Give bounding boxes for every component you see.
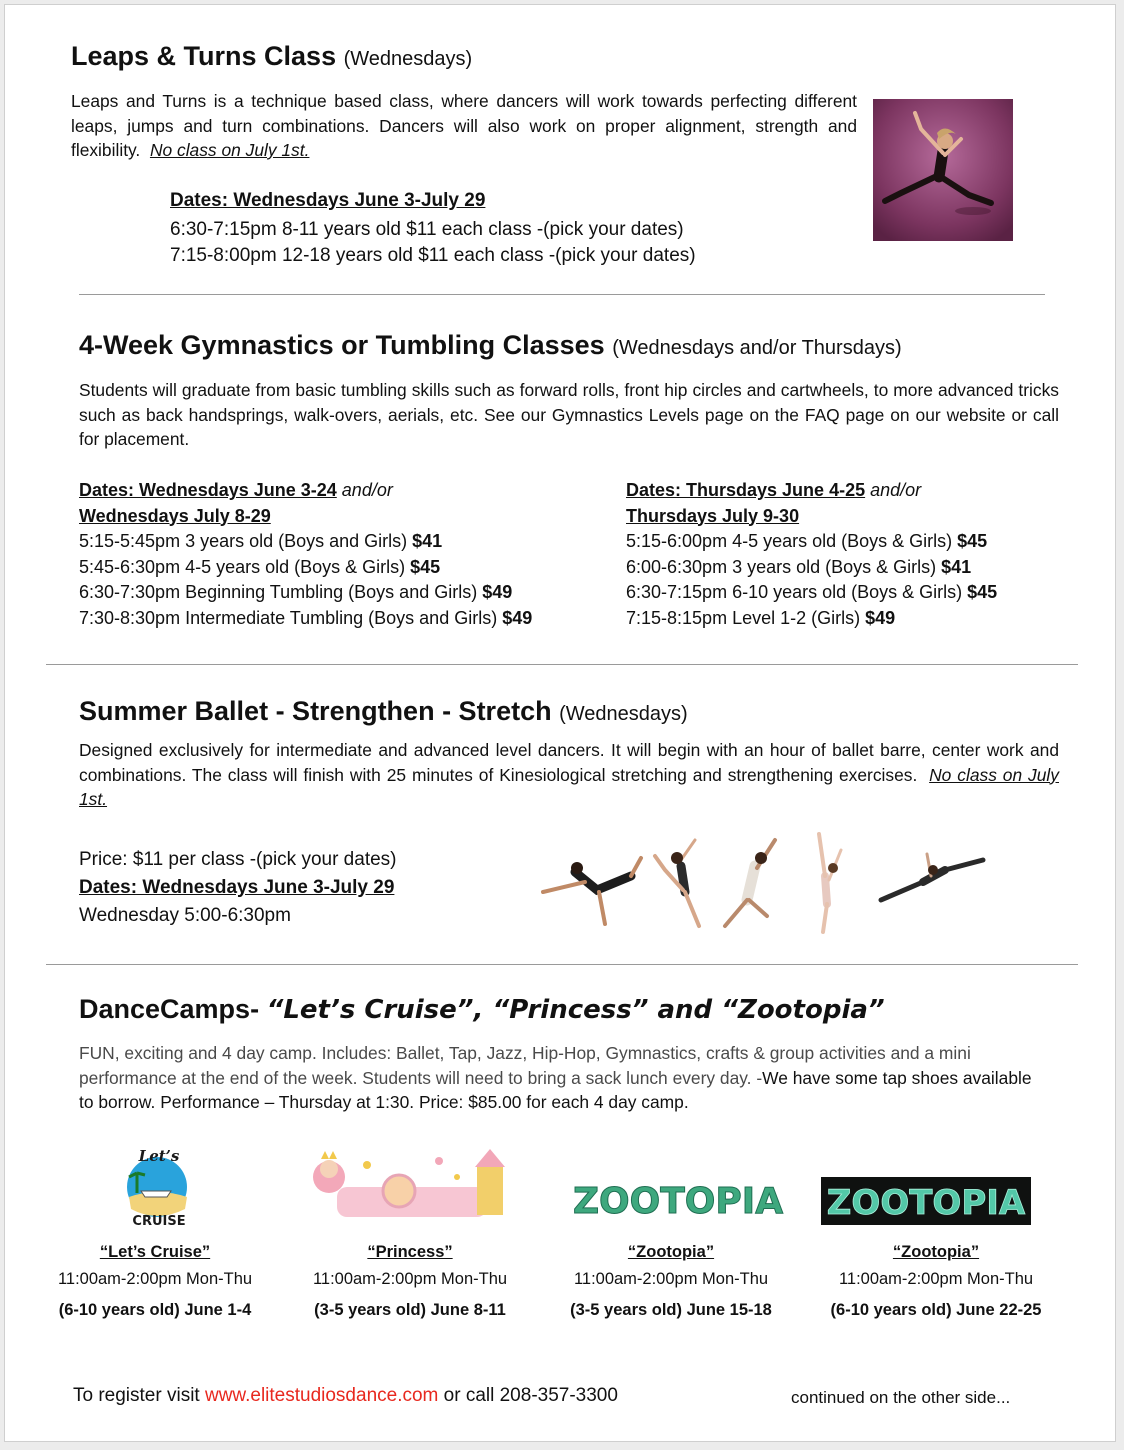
ballet-time: Wednesday 5:00-6:30pm (79, 905, 291, 926)
gym-thu-dates-2: Thursdays July 9-30 (626, 505, 800, 526)
ballet-dancers-image (535, 820, 987, 938)
zootopia-logo-dark (821, 1177, 1031, 1225)
camp-time: 11:00am-2:00pm Mon-Thu (573, 1270, 769, 1288)
gym-wed-andor: and/or (341, 480, 393, 500)
ballet-description: Designed exclusively for intermediate and advanced level dancers. It will begin with an hour of ballet barre, center work and combinations. The class will finish with 25 minutes of Kinesiological stretching and strengthening exercises. No class on July 1st. (79, 740, 1059, 809)
camp-ages: (3-5 years old) June 8-11 (314, 1301, 506, 1319)
camp-princess (290, 1240, 530, 1325)
leaps-schedule-row-1: 6:30-7:15pm 8-11 years old $11 each class -(pick your dates) (170, 219, 684, 240)
divider (46, 664, 1078, 665)
gym-wed-row: 7:30-8:30pm Intermediate Tumbling (Boys and Girls) $49 (79, 607, 533, 628)
gym-thu-row: 6:00-6:30pm 3 years old (Boys & Girls) $41 (626, 556, 972, 577)
camp-zootopia-2 (811, 1240, 1061, 1325)
camp-name: “Zootopia” (892, 1243, 980, 1261)
ballet-dates: Dates: Wednesdays June 3-July 29 (79, 877, 395, 898)
gym-thu-column (626, 478, 997, 631)
camp-time: 11:00am-2:00pm Mon-Thu (312, 1270, 508, 1288)
camp-ages: (6-10 years old) June 1-4 (58, 1301, 252, 1319)
flyer-page (4, 4, 1116, 1442)
lets-cruise-logo (123, 1141, 195, 1229)
gym-title: 4-Week Gymnastics or Tumbling Classes (Wednesdays and/or Thursdays) (79, 330, 902, 360)
gym-thu-row: 5:15-6:00pm 4-5 years old (Boys & Girls) $45 (626, 531, 988, 551)
camp-time: 11:00am-2:00pm Mon-Thu (838, 1270, 1034, 1288)
camp-zootopia-1 (551, 1240, 791, 1325)
princess-logo (307, 1147, 513, 1223)
footer-continued: continued on the other side... (791, 1388, 1011, 1407)
divider (46, 964, 1078, 965)
leaps-dancer-photo (873, 99, 1013, 241)
gym-wed-row: 5:15-5:45pm 3 years old (Boys and Girls) $41 (79, 531, 443, 551)
gym-wed-column (79, 478, 532, 631)
zootopia-logo-text: ZOOTOPIA (572, 1181, 784, 1222)
leaps-schedule-row-2: 7:15-8:00pm 12-18 years old $11 each class -(pick your dates) (170, 245, 696, 266)
camp-name: “Zootopia” (627, 1243, 715, 1261)
leaps-no-class: No class on July 1st. (149, 140, 310, 160)
gym-wed-dates-1: Dates: Wednesdays June 3-24 (79, 480, 337, 500)
lets-cruise-logo-top: Let’s (138, 1147, 180, 1165)
camp-lets-cruise (35, 1240, 275, 1325)
ballet-no-class: No class on July 1st. (79, 764, 1059, 809)
camps-title: DanceCamps- “Let’s Cruise”, “Princess” and “Zootopia” (79, 994, 885, 1025)
gym-thu-row: 7:15-8:15pm Level 1-2 (Girls) $49 (626, 607, 896, 628)
gym-description: Students will graduate from basic tumbling skills such as forward rolls, front hip circles and cartwheels, to more advanced tricks such as back handsprings, walk-overs, aerials, etc. See our Gymnastics Levels page on the FAQ page on our website or call for placement. (79, 380, 1059, 449)
gym-wed-row: 5:45-6:30pm 4-5 years old (Boys & Girls) $45 (79, 556, 441, 577)
gym-thu-andor: and/or (870, 480, 922, 500)
ballet-title: Summer Ballet - Strengthen - Stretch (Wednesdays) (79, 696, 688, 726)
gym-thu-dates-1: Dates: Thursdays June 4-25 (626, 480, 866, 500)
camp-time: 11:00am-2:00pm Mon-Thu (57, 1270, 253, 1288)
gym-wed-row: 6:30-7:30pm Beginning Tumbling (Boys and Girls) $49 (79, 582, 513, 602)
footer-register: To register visit www.elitestudiosdance.com or call 208-357-3300 (73, 1385, 618, 1406)
camps-title-themes: “Let’s Cruise”, “Princess” and “Zootopia” (266, 995, 885, 1025)
zootopia-logo-light (571, 1175, 785, 1223)
ballet-price: Price: $11 per class -(pick your dates) (79, 849, 397, 870)
leaps-dates: Dates: Wednesdays June 3-July 29 (170, 190, 486, 211)
ballet-subtitle: (Wednesdays) (559, 703, 688, 725)
camp-ages: (3-5 years old) June 15-18 (570, 1301, 772, 1319)
camp-name: “Let’s Cruise” (99, 1243, 211, 1261)
leaps-subtitle: (Wednesdays) (343, 48, 473, 70)
gym-thu-row: 6:30-7:15pm 6-10 years old (Boys & Girls) $45 (626, 582, 998, 602)
gym-subtitle: (Wednesdays and/or Thursdays) (612, 337, 902, 359)
divider (79, 294, 1045, 295)
zootopia-logo-text: ZOOTOPIA (826, 1183, 1026, 1223)
camps-description: FUN, exciting and 4 day camp. Includes: Ballet, Tap, Jazz, Hip-Hop, Gymnastics, crafts & group activities and a mini performance at the end of the week. Students will need to bring a sack lunch every day. -We have some tap shoes available to borrow. Performance – Thursday at 1:30. Price: $85.00 for each 4 day camp. (79, 1043, 1032, 1112)
leaps-description: Leaps and Turns is a technique based class, where dancers will work towards perfecting different leaps, jumps and turn combinations. Dancers will also work on proper alignment, strength and flexibility. No class on July 1st. (71, 91, 857, 160)
leaps-title: Leaps & Turns Class (Wednesdays) (71, 41, 473, 71)
camp-name: “Princess” (367, 1243, 453, 1261)
website-link[interactable]: www.elitestudiosdance.com (204, 1385, 439, 1406)
gym-wed-dates-2: Wednesdays July 8-29 (79, 505, 271, 526)
lets-cruise-logo-bottom: CRUISE (132, 1214, 186, 1229)
camp-ages: (6-10 years old) June 22-25 (830, 1301, 1042, 1319)
